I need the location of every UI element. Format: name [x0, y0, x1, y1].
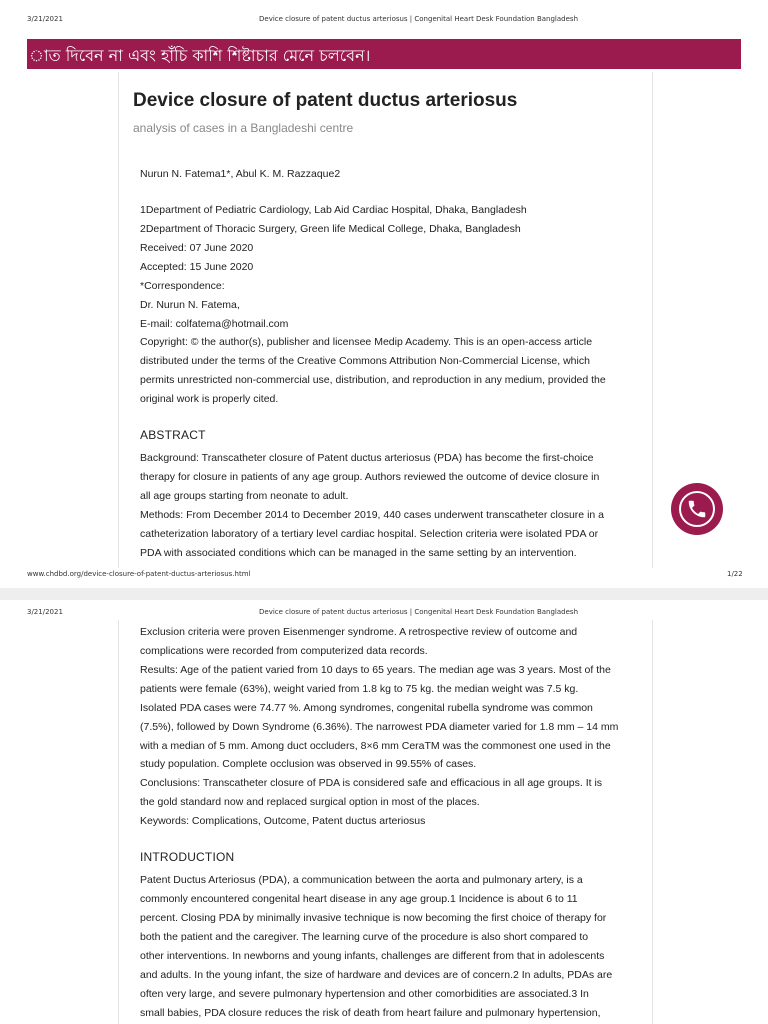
intro-line: and adults. In the young infant, the size of hardware and devices are of concern.2 In adults, PDAs are — [140, 969, 613, 981]
content-border-left-p2 — [118, 620, 119, 1024]
page-break — [0, 588, 768, 600]
intro-line: commonly encountered congenital heart disease in any age group.1 Incidence is about 6 to 11 — [140, 893, 578, 905]
print-page-number: 1/22 — [727, 570, 743, 578]
abstract-line: (7.5%), followed by Down Syndrome (6.36%). The narrowest PDA diameter varied for 1.8 mm – 14 mm — [140, 721, 619, 733]
call-button[interactable] — [671, 483, 723, 535]
introduction-heading: INTRODUCTION — [140, 850, 235, 864]
abstract-line: therapy for closure in patients of any age group. Authors reviewed the outcome of device closure in — [140, 471, 600, 483]
copyright-line: original work is properly cited. — [140, 393, 279, 405]
meta-line: Accepted: 15 June 2020 — [140, 261, 254, 273]
announcement-banner — [27, 39, 741, 69]
intro-line: Patent Ductus Arteriosus (PDA), a communication between the aorta and pulmonary artery, is a — [140, 874, 583, 886]
meta-line: Received: 07 June 2020 — [140, 242, 254, 254]
abstract-line: complications were recorded from computerized data records. — [140, 645, 428, 657]
meta-line: 2Department of Thoracic Surgery, Green life Medical College, Dhaka, Bangladesh — [140, 223, 521, 235]
content-border-right — [652, 72, 653, 568]
print-doc-title: Device closure of patent ductus arteriosus | Congenital Heart Desk Foundation Bangladesh — [259, 608, 578, 616]
print-doc-title: Device closure of patent ductus arteriosus | Congenital Heart Desk Foundation Bangladesh — [259, 15, 578, 23]
abstract-line: Conclusions: Transcatheter closure of PDA is considered safe and efficacious in all age groups. It is — [140, 777, 603, 789]
copyright-line: distributed under the terms of the Creative Commons Attribution Non-Commercial License, which — [140, 355, 590, 367]
content-border-right-p2 — [652, 620, 653, 1024]
intro-line: small babies, PDA closure reduces the risk of death from heart failure and pulmonary hypertension, — [140, 1007, 601, 1019]
abstract-line: Methods: From December 2014 to December 2019, 440 cases underwent transcatheter closure in a — [140, 509, 604, 521]
abstract-line: Background: Transcatheter closure of Patent ductus arteriosus (PDA) has become the first-choice — [140, 452, 594, 464]
banner-text: াত দিবেন না এবং হাঁচি কাশি শিষ্টাচার মেনে চলবেন। — [29, 46, 371, 65]
abstract-line: Isolated PDA cases were 74.77 %. Among syndromes, congenital rubella syndrome was common — [140, 702, 593, 714]
email-line: E-mail: colfatema@hotmail.com — [140, 318, 289, 330]
meta-line: Dr. Nurun N. Fatema, — [140, 299, 240, 311]
intro-line: often very large, and severe pulmonary hypertension and other comorbidities are associated.3 In — [140, 988, 589, 1000]
meta-line: 1Department of Pediatric Cardiology, Lab Aid Cardiac Hospital, Dhaka, Bangladesh — [140, 204, 527, 216]
copyright-line: Copyright: © the author(s), publisher and licensee Medip Academy. This is an open-access article — [140, 336, 593, 348]
abstract-line: the gold standard now and replaced surgical option in most of the places. — [140, 796, 480, 808]
abstract-line: Exclusion criteria were proven Eisenmenger syndrome. A retrospective review of outcome and — [140, 626, 578, 638]
intro-line: other interventions. In newborns and young infants, challenges are different from that in adolescents — [140, 950, 605, 962]
abstract-line: catheterization laboratory of a tertiary level cardiac hospital. Selection criteria were isolated PDA or — [140, 528, 599, 540]
copyright-line: permits unrestricted non-commercial use, distribution, and reproduction in any medium, provided the — [140, 374, 606, 386]
abstract-line: study population. Complete occlusion was observed in 99.55% of cases. — [140, 758, 477, 770]
meta-line: *Correspondence: — [140, 280, 225, 292]
abstract-line: Results: Age of the patient varied from 10 days to 65 years. The median age was 3 years. Most of the — [140, 664, 611, 676]
abstract-line: with a median of 5 mm. Among duct occluders, 8×6 mm CeraTM was the commonest one used in the — [140, 740, 611, 752]
abstract-line: patients were female (63%), weight varied from 1.8 kg to 75 kg. the median weight was 7.5 kg. — [140, 683, 579, 695]
abstract-line: all age groups starting from neonate to adult. — [140, 490, 349, 502]
print-date: 3/21/2021 — [27, 15, 63, 23]
abstract-heading: ABSTRACT — [140, 428, 206, 442]
article-authors: Nurun N. Fatema1*, Abul K. M. Razzaque2 — [140, 168, 341, 180]
print-url: www.chdbd.org/device-closure-of-patent-ductus-arteriosus.html — [27, 570, 251, 578]
keywords-line: Keywords: Complications, Outcome, Patent ductus arteriosus — [140, 815, 426, 827]
article-title: Device closure of patent ductus arteriosus — [133, 90, 518, 111]
abstract-line: PDA with associated conditions which can be managed in the same setting by an intervention. — [140, 547, 577, 559]
intro-line: both the patient and the caregiver. The learning curve of the procedure is also short compared to — [140, 931, 589, 943]
phone-icon — [686, 498, 708, 520]
content-border-left — [118, 72, 119, 568]
print-date: 3/21/2021 — [27, 608, 63, 616]
intro-line: percent. Closing PDA by minimally invasive technique is now becoming the first choice of therapy for — [140, 912, 607, 924]
article-subtitle: analysis of cases in a Bangladeshi centre — [133, 121, 354, 135]
